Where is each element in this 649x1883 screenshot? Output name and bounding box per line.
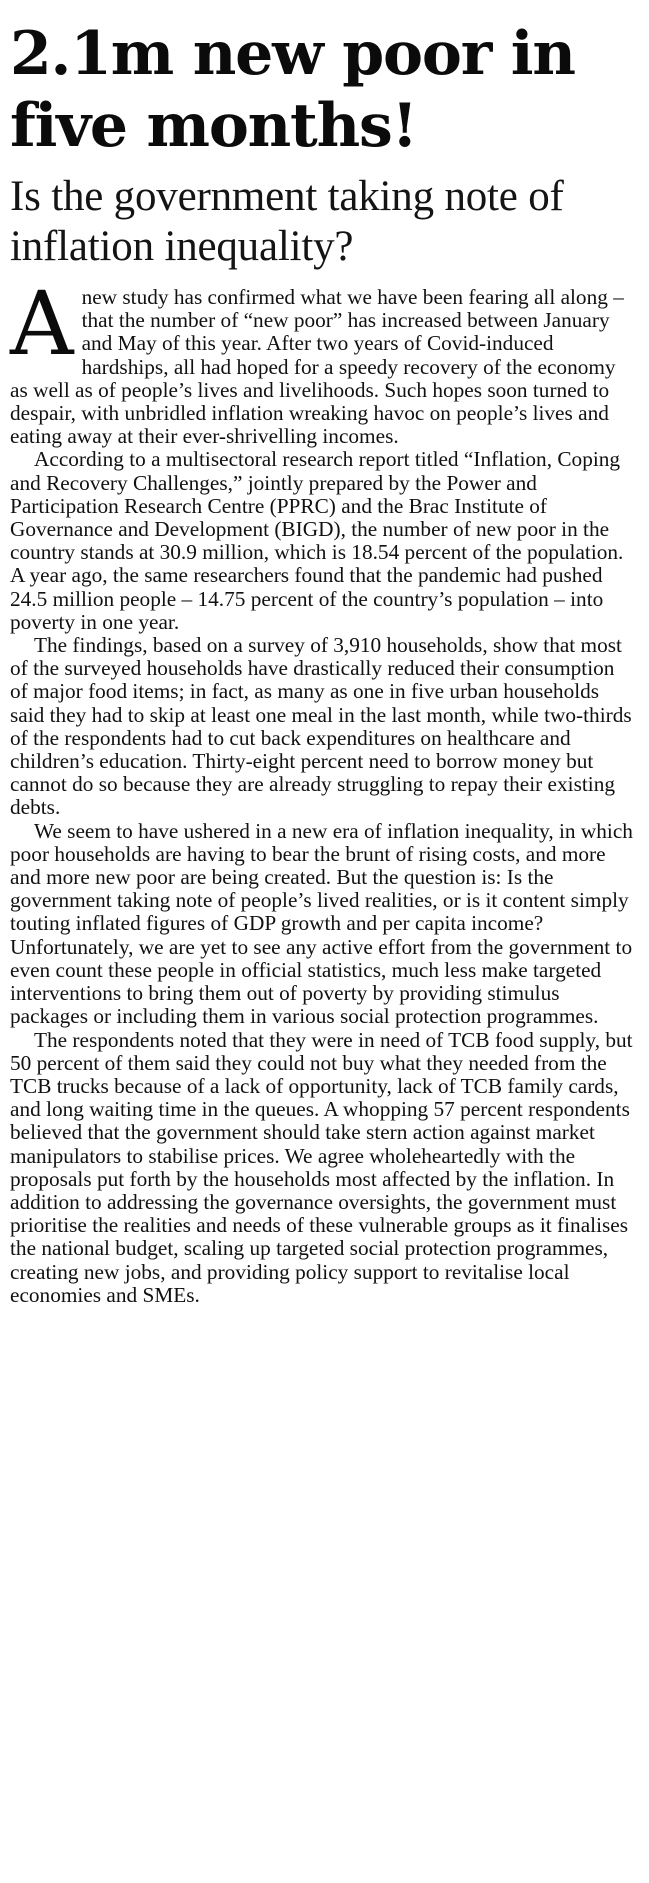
paragraph-2: According to a multisectoral research report titled “Inflation, Coping and Recovery Challenges,” jointly prepared by the Power and Participation Research Centre (PPRC) and the Brac Institute of Governance and Development (BIGD), the number of new poor in the country stands at 30.9 million, which is 18.54 percent of the population. A year ago, the same researchers found that the pandemic had pushed 24.5 million people – 14.75 percent of the country’s population – into poverty in one year. bbox=[10, 447, 624, 634]
paragraph-4: We seem to have ushered in a new era of inflation inequality, in which poor households are having to bear the brunt of rising costs, and more and more new poor are being created. But the question is: Is the government taking note of people’s lived realities, or is it content simply touting inflated figures of GDP growth and per capita income? Unfortunately, we are yet to see any active effort from the government to even count these people in official statistics, much less make targeted interventions to bring them out of poverty by providing stimulus packages or including them in various social protection programmes. bbox=[10, 818, 633, 1029]
article-body bbox=[10, 272, 635, 1307]
headline: 2.1m new poor in five months! bbox=[10, 19, 575, 161]
paragraph-1 bbox=[10, 272, 635, 449]
paragraph-1-text: new study has confirmed what we have been fearing all along – that the number of “new poor” has increased between January and May of this year. After two years of Covid-induced hardships, all had hoped for a speedy recovery of the economy as well as of people’s lives and livelihoods. Such hopes soon turned to despair, with unbridled inflation wreaking havoc on people’s lives and eating away at their ever-shrivelling incomes. bbox=[10, 285, 624, 449]
subheadline: Is the government taking note of inflation inequality? bbox=[10, 173, 564, 270]
paragraph-5: The respondents noted that they were in need of TCB food supply, but 50 percent of them said they could not buy what they needed from the TCB trucks because of a lack of opportunity, lack of TCB family cards, and long waiting time in the queues. A whopping 57 percent respondents believed that the government should take stern action against market manipulators to stabilise prices. We agree wholeheartedly with the proposals put forth by the households most affected by the inflation. In addition to addressing the governance oversights, the government must prioritise the realities and needs of these vulnerable groups as it finalises the national budget, scaling up targeted social protection programmes, creating new jobs, and providing policy support to revitalise local economies and SMEs. bbox=[10, 1027, 633, 1307]
drop-cap: A bbox=[10, 272, 74, 375]
paragraph-3: The findings, based on a survey of 3,910 households, show that most of the surveyed households have drastically reduced their consumption of major food items; in fact, as many as one in five urban households said they had to skip at least one meal in the last month, while two-thirds of the respondents had to cut back expenditures on healthcare and children’s education. Thirty-eight percent need to borrow money but cannot do so because they are already struggling to repay their existing debts. bbox=[10, 633, 632, 820]
